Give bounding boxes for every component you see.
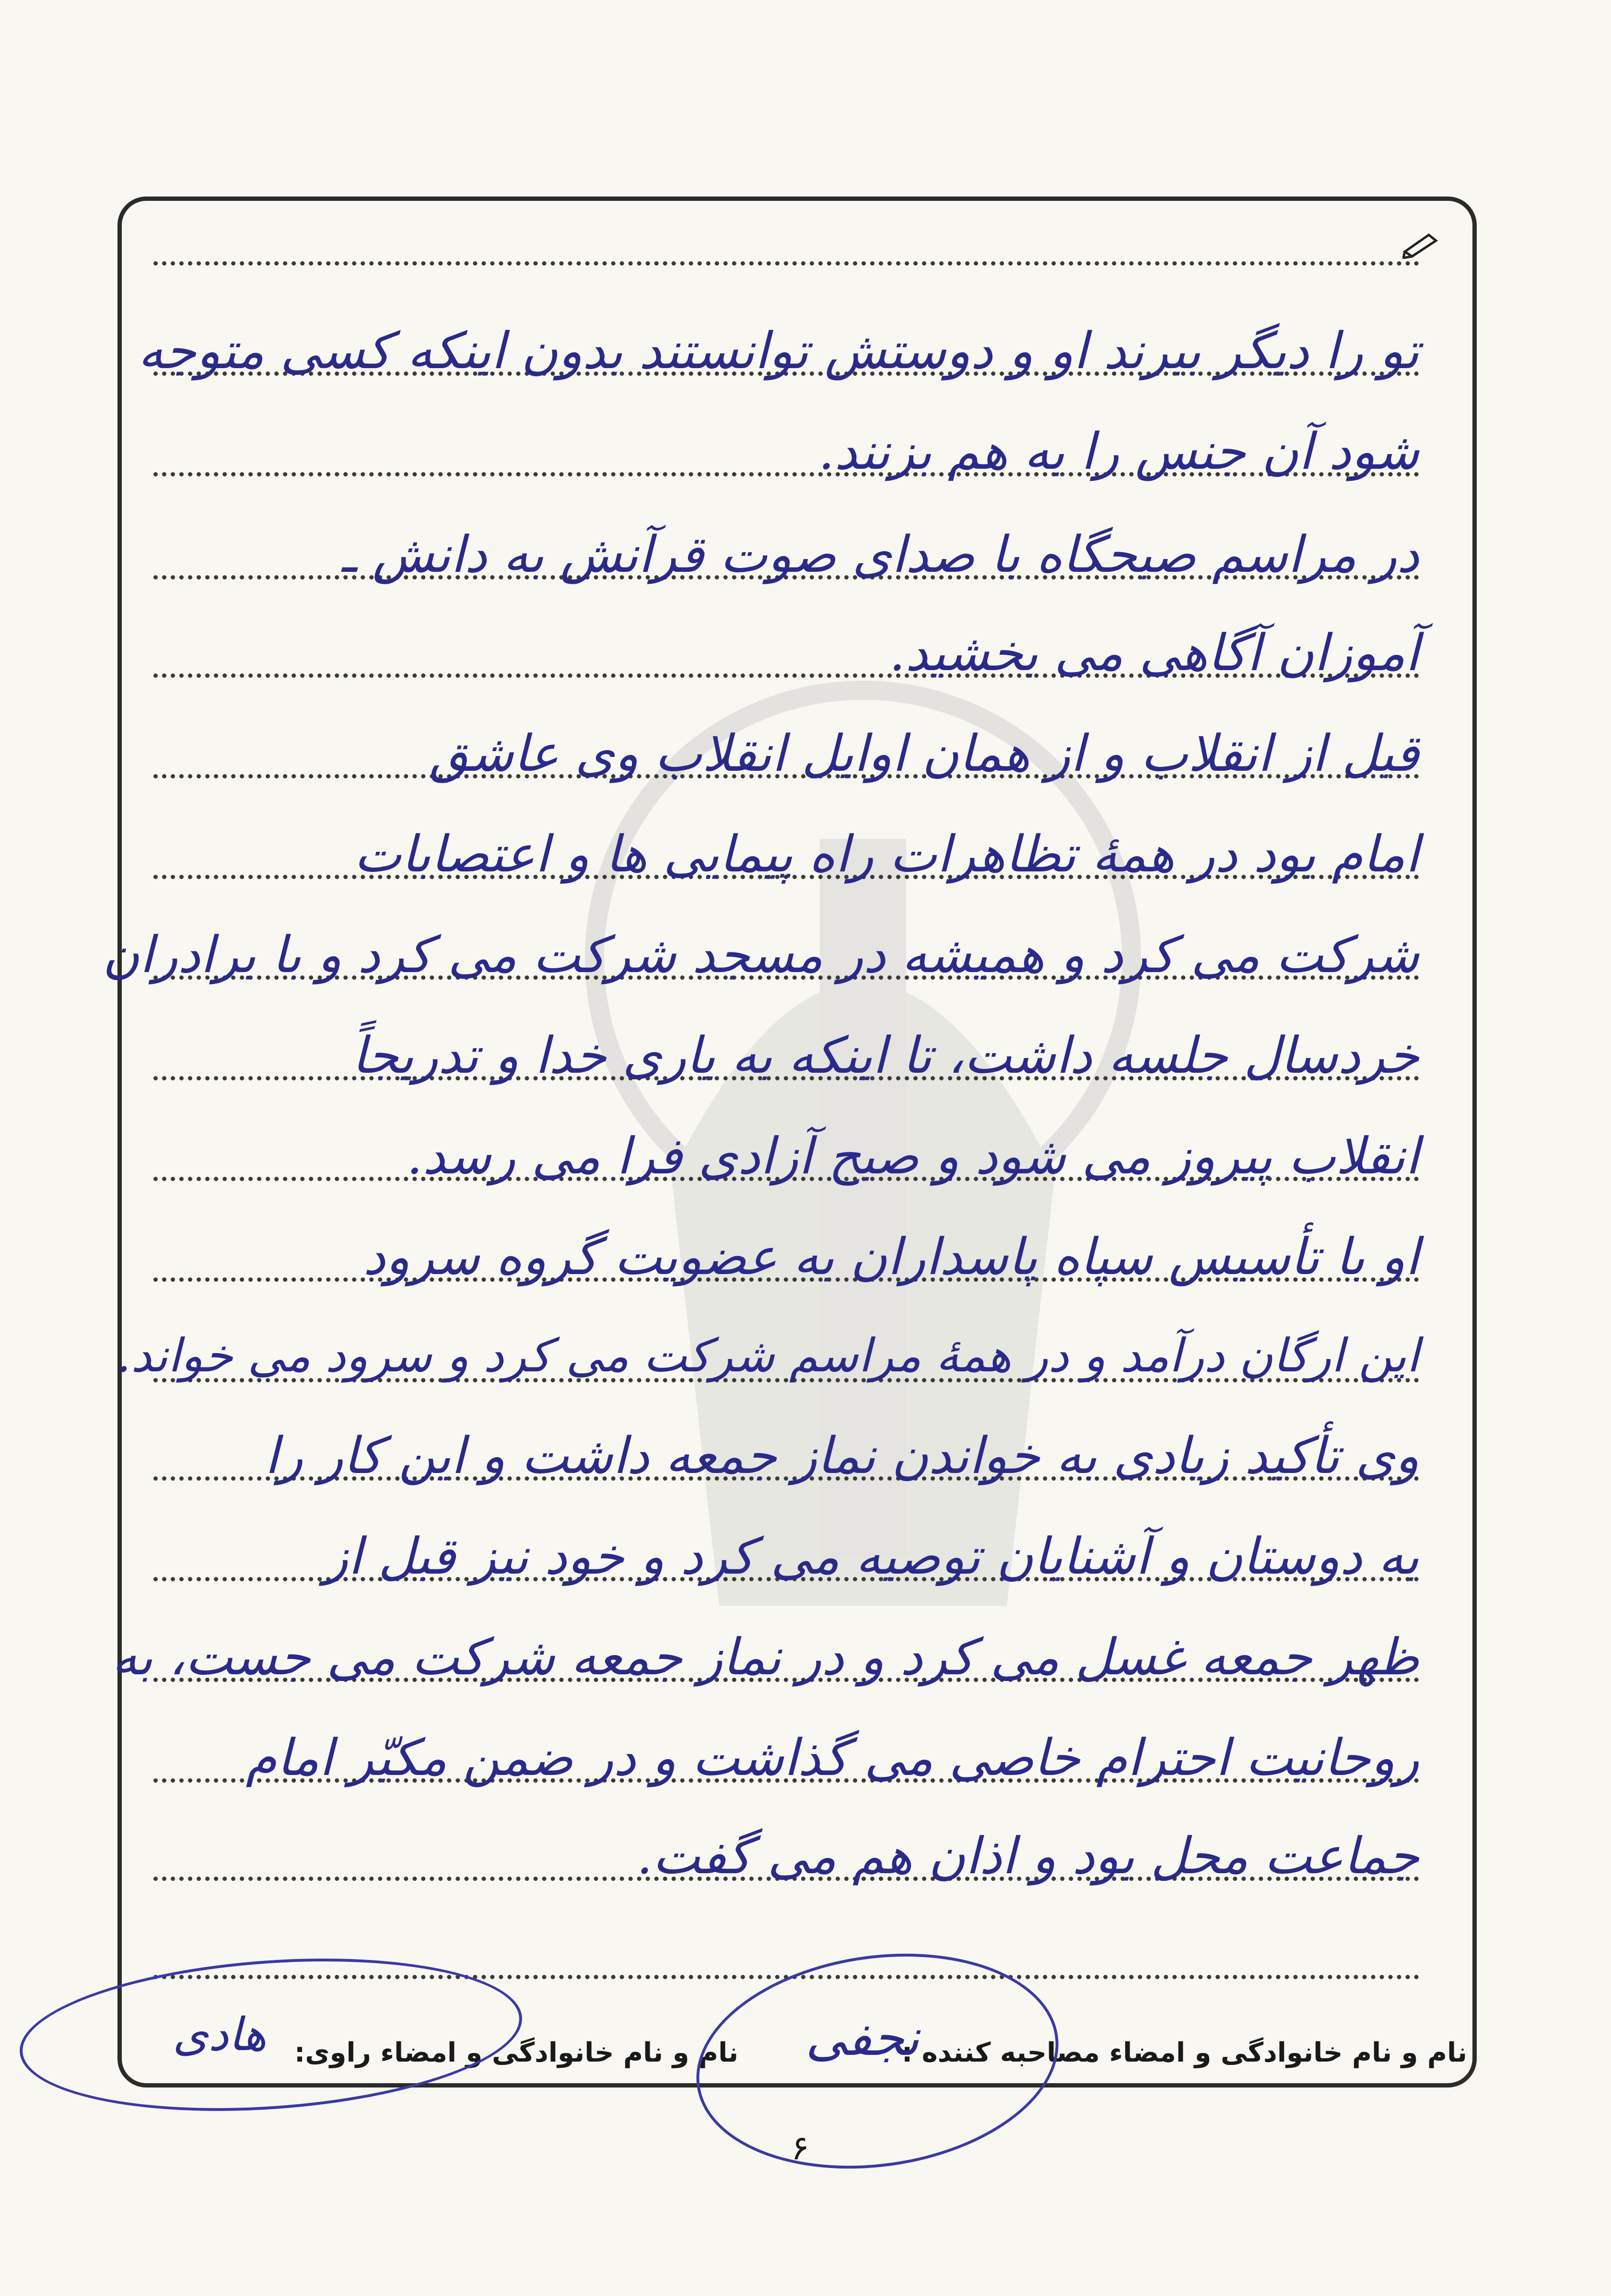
text-line: او با تأسیس سپاه پاسداران به عضویت گروه سرود xyxy=(363,1228,1419,1286)
text-line: انقلاب پیروز می شود و صبح آزادی فرا می رسد. xyxy=(407,1127,1419,1185)
interviewer-label: نام و نام خانوادگی و امضاء مصاحبه کننده : xyxy=(901,2037,1467,2068)
pen-icon xyxy=(1402,230,1441,259)
text-line: تو را دیگر ببرند او و دوستش توانستند بدون اینکه کسی متوجه xyxy=(138,322,1419,380)
text-line: این ارگان درآمد و در همهٔ مراسم شرکت می کرد و سرود می خواند. xyxy=(116,1329,1419,1382)
text-line: امام بود در همهٔ تظاهرات راه پیمایی ها و اعتصابات xyxy=(354,825,1419,883)
text-line: به دوستان و آشنایان توصیه می کرد و خود نیز قبل از xyxy=(324,1527,1419,1586)
text-line: شود آن جنس را به هم بزنند. xyxy=(818,422,1419,481)
narrator-signature: هادی xyxy=(173,2008,267,2061)
ruled-line xyxy=(153,261,1419,266)
text-line: شرکت می کرد و همیشه در مسجد شرکت می کرد و با برادران xyxy=(102,926,1419,984)
text-line: وی تأکید زیادی به خواندن نماز جمعه داشت و این کار را xyxy=(265,1426,1419,1485)
text-line: خردسال جلسه داشت، تا اینکه به یاری خدا و تدریجاً xyxy=(352,1026,1419,1085)
text-line: جماعت محل بود و اذان هم می گفت. xyxy=(636,1827,1419,1885)
text-line: روحانیت احترام خاصی می گذاشت و در ضمن مکبّر امام xyxy=(245,1728,1419,1787)
narrator-label: نام و نام خانوادگی و امضاء راوی: xyxy=(294,2037,738,2068)
text-line: در مراسم صبحگاه با صدای صوت قرآنش به دانش ـ xyxy=(341,525,1419,584)
interviewer-signature: نجفی xyxy=(806,2008,920,2067)
text-line: ظهر جمعه غسل می کرد و در نماز جمعه شرکت می جست، به xyxy=(112,1628,1419,1686)
text-line: آموزان آگاهی می بخشید. xyxy=(889,624,1419,682)
page-number: ۶ xyxy=(791,2128,809,2168)
text-line: قبل از انقلاب و از همان اوایل انقلاب وی عاشق xyxy=(429,724,1419,783)
